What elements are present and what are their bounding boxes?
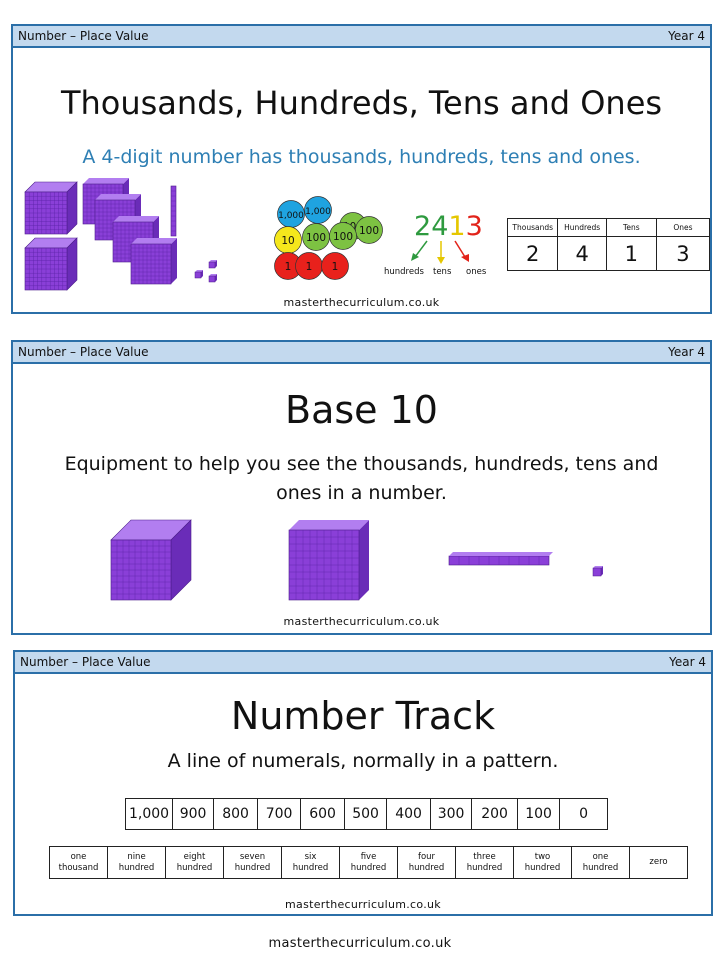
counter-100 [356,217,383,244]
card-footer-url: masterthecurriculum.co.uk [283,615,440,628]
counter-1 [322,253,349,280]
track-cell: 500 [345,799,387,830]
card-subtitle: Equipment to help you see the thousands, hundreds, tens and ones in a number. [64,453,659,504]
one-cube [209,260,217,268]
svg-text:1,000: 1,000 [278,211,304,221]
header-hundreds: Hundreds [558,219,606,237]
value-thousands: 2 [508,237,558,271]
svg-text:100: 100 [305,232,327,244]
svg-text:1: 1 [284,261,292,273]
card-title: Thousands, Hundreds, Tens and Ones [60,84,663,122]
track-word-cell: one hundred [572,847,630,879]
track-cell: 800 [214,799,258,830]
base-ten-equipment-illustration [103,510,623,605]
card-thousands-hundreds-tens-ones [11,24,712,314]
track-word-cell: four hundred [398,847,456,879]
svg-text:100: 100 [358,225,380,237]
track-cell: 300 [431,799,472,830]
number-2413 [414,211,483,242]
digit-1: 4 [431,211,449,242]
header-ones: Ones [656,219,709,237]
card-header [13,342,710,364]
header-topic: Number – Place Value [20,655,151,669]
counter-1 [296,253,323,280]
label-ones: ones [466,267,487,277]
svg-text:1: 1 [331,261,339,273]
track-cell: 0 [560,799,608,830]
card-footer-url: masterthecurriculum.co.uk [283,296,440,309]
page-footer-url: masterthecurriculum.co.uk [268,936,452,951]
number-track-words [49,846,688,879]
digit-arrows [403,239,483,269]
card-header [15,652,711,674]
header-thousands: Thousands [508,219,558,237]
thousand-cube [25,182,77,234]
value-hundreds: 4 [558,237,606,271]
value-ones: 3 [656,237,709,271]
one-cube [593,566,603,576]
track-word-cell: nine hundred [108,847,166,879]
header-year: Year 4 [668,345,705,359]
track-word-cell: five hundred [340,847,398,879]
one-cube [195,270,203,278]
header-year: Year 4 [669,655,706,669]
one-cube [209,274,217,282]
track-word-cell: zero [630,847,688,879]
header-year: Year 4 [668,29,705,43]
header-topic: Number – Place Value [18,29,149,43]
value-tens: 1 [606,237,656,271]
digit-0: 2 [414,211,432,242]
place-value-table [507,218,710,271]
counter-100 [330,223,357,250]
track-cell: 200 [472,799,518,830]
track-word-cell: two hundred [514,847,572,879]
track-cell: 100 [518,799,560,830]
base-ten-blocks-illustration [23,176,223,296]
place-value-counters [271,198,391,288]
svg-text:1,000: 1,000 [305,207,331,217]
thousand-cube [111,520,191,600]
track-word-cell: one thousand [50,847,108,879]
ten-rod [171,186,176,236]
hundred-flat [131,238,177,284]
digit-3: 3 [465,211,483,242]
svg-text:10: 10 [281,235,295,247]
card-title: Base 10 [285,388,438,432]
svg-text:100: 100 [332,231,354,243]
track-word-cell: three hundred [456,847,514,879]
card-title: Number Track [230,694,496,738]
track-word-cell: six hundred [282,847,340,879]
digit-2: 1 [448,211,466,242]
card-number-track [13,650,713,916]
counter-100 [303,224,330,251]
hundred-flat [289,520,369,600]
card-header [13,26,710,48]
track-word-cell: seven hundred [224,847,282,879]
card-footer-url: masterthecurriculum.co.uk [285,898,441,911]
svg-text:1: 1 [305,261,313,273]
track-cell: 600 [301,799,345,830]
header-topic: Number – Place Value [18,345,149,359]
label-tens: tens [433,267,452,277]
track-cell: 400 [387,799,431,830]
track-word-cell: eight hundred [166,847,224,879]
counter-10 [275,227,302,254]
header-tens: Tens [606,219,656,237]
number-track-numerals [125,798,608,830]
track-cell: 1,000 [126,799,173,830]
counter-1000 [278,201,305,228]
card-subtitle: A line of numerals, normally in a pattern. [167,750,559,772]
counter-1000 [305,197,332,224]
thousand-cube [25,238,77,290]
card-base-10 [11,340,712,635]
track-cell: 700 [258,799,301,830]
ten-rod [449,556,549,565]
track-cell: 900 [173,799,214,830]
card-subtitle: A 4-digit number has thousands, hundreds, tens and ones. [82,146,641,168]
label-hundreds: hundreds [384,267,424,277]
